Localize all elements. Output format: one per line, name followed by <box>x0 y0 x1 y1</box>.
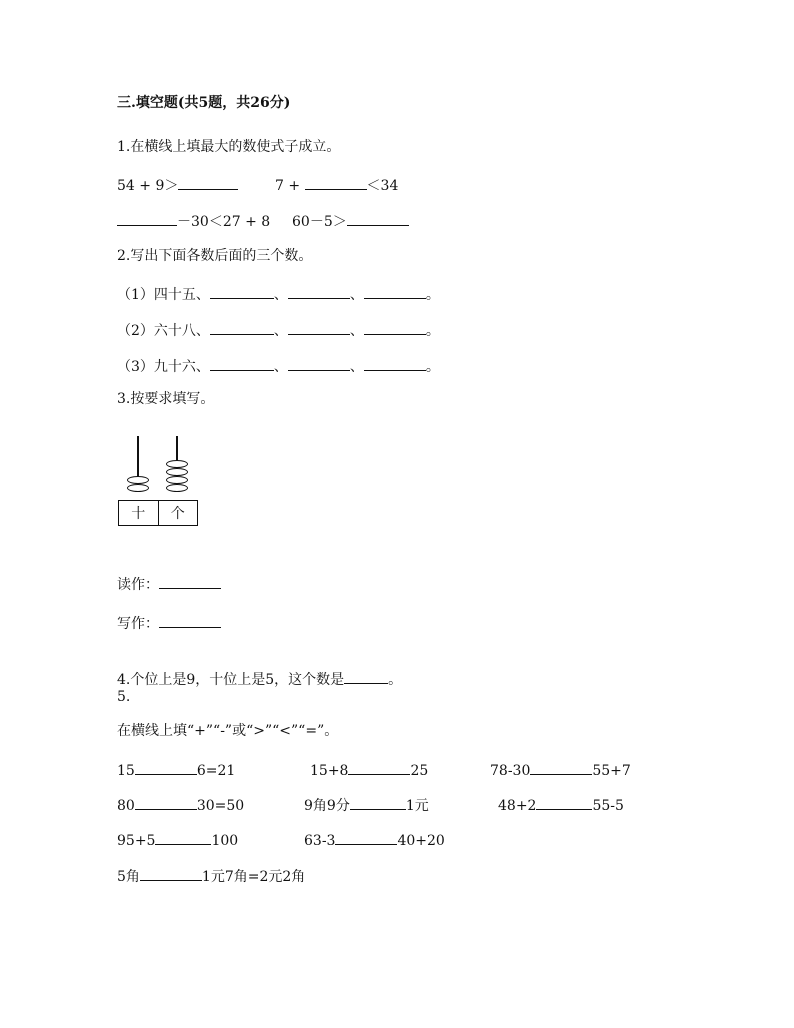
expr-right: 6=21 <box>196 763 236 779</box>
q2-item-1 <box>117 284 440 304</box>
expr-left: 15+8 <box>310 763 349 779</box>
q5-expr <box>310 760 428 780</box>
expr-right: 40+20 <box>397 833 445 849</box>
q2-item-2-prefix: （2）六十八、 <box>117 323 210 339</box>
answer-blank[interactable] <box>305 175 367 190</box>
answer-blank[interactable] <box>364 320 426 335</box>
q3-write-row <box>117 613 221 633</box>
q1-expr-4 <box>292 211 409 231</box>
answer-blank[interactable] <box>135 760 197 775</box>
answer-blank[interactable] <box>210 356 274 371</box>
expr-left: 5角 <box>117 869 140 885</box>
abacus-bead <box>127 476 149 484</box>
q1-expr-2-left: 7 + <box>275 178 301 194</box>
answer-blank[interactable] <box>536 795 592 810</box>
write-label: 写作： <box>117 616 159 632</box>
q1-expr-4-text: 60－5＞ <box>292 214 347 230</box>
q5-expr <box>304 830 445 850</box>
q4-text: 4.个位上是9，十位上是5，这个数是 <box>117 672 345 688</box>
q5-expr <box>117 795 244 815</box>
expr-right: 30=50 <box>196 798 245 814</box>
abacus-figure <box>117 436 201 532</box>
answer-blank[interactable] <box>135 795 197 810</box>
period: 。 <box>425 323 440 339</box>
answer-blank[interactable] <box>288 356 350 371</box>
abacus-bead <box>166 484 188 492</box>
separator: 、 <box>349 359 364 375</box>
answer-blank[interactable] <box>178 175 238 190</box>
expr-left: 15 <box>117 763 135 779</box>
q3-title: 3.按要求填写。 <box>117 391 215 407</box>
answer-blank[interactable] <box>140 866 202 881</box>
q1-expr-2-right: ＜34 <box>366 178 399 194</box>
expr-left: 9角9分 <box>304 798 350 814</box>
period: 。 <box>425 359 440 375</box>
q5-expr <box>117 830 238 850</box>
q5-expr <box>304 795 429 815</box>
expr-left: 63-3 <box>304 833 336 849</box>
expr-left: 78-30 <box>490 763 531 779</box>
period: 。 <box>425 287 440 303</box>
q1-expr-3-text: －30＜27 + 8 <box>177 214 271 230</box>
separator: 、 <box>273 359 288 375</box>
answer-blank[interactable] <box>344 669 388 684</box>
q5-expr <box>498 795 624 815</box>
q1-expr-2 <box>275 175 398 195</box>
abacus-bead <box>127 484 149 492</box>
answer-blank[interactable] <box>288 320 350 335</box>
q3-read-row <box>117 574 221 594</box>
q2-title: 2.写出下面各数后面的三个数。 <box>117 248 313 264</box>
expr-right: 1元7角=2元2角 <box>201 869 306 885</box>
answer-blank[interactable] <box>159 574 221 589</box>
answer-blank[interactable] <box>347 211 409 226</box>
answer-blank[interactable] <box>348 760 410 775</box>
q2-item-3 <box>117 356 440 376</box>
ones-label: 个 <box>158 501 198 525</box>
q4-row <box>117 669 402 689</box>
place-value-box <box>118 500 198 526</box>
read-label: 读作： <box>117 577 159 593</box>
answer-blank[interactable] <box>335 830 397 845</box>
q5-expr <box>490 760 631 780</box>
expr-left: 48+2 <box>498 798 537 814</box>
q1-expr-3 <box>117 211 270 231</box>
answer-blank[interactable] <box>364 284 426 299</box>
q5-expr <box>117 760 235 780</box>
tens-label: 十 <box>131 506 146 522</box>
answer-blank[interactable] <box>155 830 211 845</box>
q1-expr-1-text: 54 + 9＞ <box>117 178 179 194</box>
q2-item-2 <box>117 320 440 340</box>
q2-item-1-prefix: （1）四十五、 <box>117 287 210 303</box>
answer-blank[interactable] <box>210 284 274 299</box>
answer-blank[interactable] <box>159 613 221 628</box>
answer-blank[interactable] <box>117 211 177 226</box>
q2-item-3-prefix: （3）九十六、 <box>117 359 210 375</box>
expr-right: 1元 <box>405 798 429 814</box>
expr-right: 25 <box>410 763 429 779</box>
separator: 、 <box>273 287 288 303</box>
separator: 、 <box>273 323 288 339</box>
abacus-bead <box>166 460 188 468</box>
expr-left: 95+5 <box>117 833 156 849</box>
q5-number: 5. <box>117 689 131 705</box>
separator: 、 <box>349 287 364 303</box>
answer-blank[interactable] <box>210 320 274 335</box>
q1-title: 1.在横线上填最大的数使式子成立。 <box>117 139 341 155</box>
q5-title: 在横线上填“+”“-”或“>”“<”“=”。 <box>117 723 339 739</box>
answer-blank[interactable] <box>288 284 350 299</box>
answer-blank[interactable] <box>530 760 592 775</box>
expr-left: 80 <box>117 798 135 814</box>
period: 。 <box>388 672 403 688</box>
answer-blank[interactable] <box>364 356 426 371</box>
answer-blank[interactable] <box>350 795 406 810</box>
q5-expr <box>117 866 305 886</box>
expr-right: 100 <box>211 833 239 849</box>
abacus-bead <box>166 468 188 476</box>
section-title: 三.填空题(共5题，共26分) <box>117 95 291 111</box>
abacus-bead <box>166 476 188 484</box>
q1-expr-1 <box>117 175 238 195</box>
separator: 、 <box>349 323 364 339</box>
expr-right: 55+7 <box>592 763 631 779</box>
expr-right: 55-5 <box>592 798 624 814</box>
